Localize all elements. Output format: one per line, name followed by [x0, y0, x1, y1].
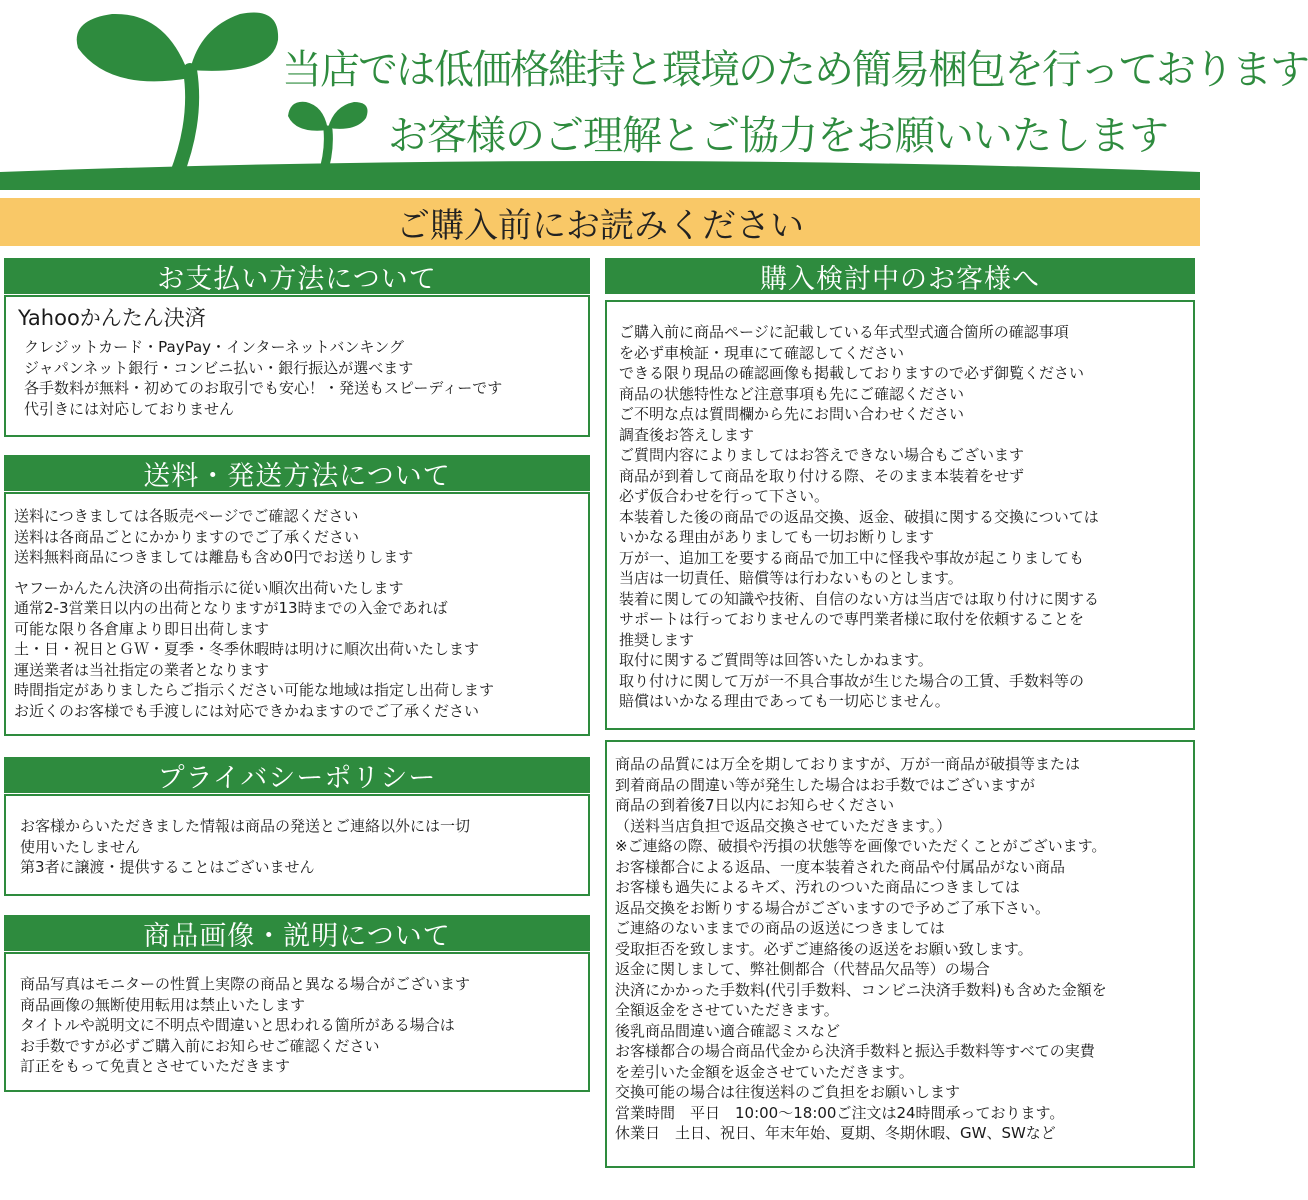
returns-line: お客様も過失によるキズ、汚れのついた商品につきましては	[615, 878, 1020, 896]
customers-line: いかなる理由がありましても一切お断りします	[619, 528, 935, 546]
customers-line: 万が一、追加工を要する商品で加工中に怪我や事故が起こりましても	[619, 548, 1085, 567]
images-box	[4, 952, 590, 1092]
images-lines	[20, 974, 574, 1077]
notice-bar: ご購入前にお読みください	[0, 198, 1200, 246]
privacy-section-title: プライバシーポリシー	[4, 757, 590, 793]
shipping-section-title: 送料・発送方法について	[4, 455, 590, 491]
payment-line: 代引きには対応しておりません	[24, 399, 235, 418]
returns-box	[605, 740, 1195, 1168]
returns-line: お客様都合による返品、一度本装着された商品や付属品がない商品	[615, 857, 1066, 876]
returns-line: お客様都合の場合商品代金から決済手数料と振込手数料等すべての実費	[615, 1042, 1095, 1060]
customers-line: 当店は一切責任、賠償等は行わないものとします。	[619, 569, 963, 587]
small-sprout-stem	[322, 130, 328, 176]
payment-line: 各手数料が無料・初めてのお取引でも安心！・発送もスピーディーです	[24, 379, 503, 397]
images-line: 訂正をもって免責とさせていただきます	[20, 1057, 291, 1075]
shipping-line: 送料無料商品につきましては離島も含め0円でお送りします	[14, 548, 414, 566]
privacy-box	[4, 794, 590, 896]
returns-line: 後乳商品間違い適合確認ミスなど	[615, 1021, 841, 1040]
returns-line: 交換可能の場合は往復送料のご負担をお願いします	[615, 1083, 961, 1101]
customers-line: を必ず車検証・現車にて確認してください	[619, 343, 905, 362]
returns-line: ※ご連絡の際、破損や汚損の状態等を画像でいただくことがございます。	[615, 837, 1107, 855]
customers-line: 推奨します	[619, 630, 695, 649]
images-line: お手数ですが必ずご購入前にお知らせご確認ください	[20, 1036, 380, 1055]
payment-section-title: お支払い方法について	[4, 258, 590, 294]
shipping-line: 可能な限り各倉庫より即日出荷します	[14, 619, 270, 638]
returns-line: 決済にかかった手数料(代引手数料、コンビニ決済手数料)も含めた金額を	[615, 980, 1107, 999]
top-banner	[0, 0, 1308, 190]
payment-line: ジャパンネット銀行・コンビニ払い・銀行振込が選べます	[24, 358, 414, 377]
customers-line: 調査後お答えします	[619, 425, 755, 444]
images-line: タイトルや説明文に不明点や間違いと思われる箇所がある場合は	[20, 1016, 455, 1034]
customers-line: できる限り現品の確認画像も掲載しておりますので必ず御覧ください	[619, 364, 1085, 382]
shipping-line: お近くのお客様でも手渡しには対応できかねますのでご了承ください	[14, 701, 480, 720]
customers-line: 商品が到着して商品を取り付ける際、そのまま本装着をせず	[619, 466, 1025, 485]
payment-line: クレジットカード・PayPay・インターネットバンキング	[24, 338, 404, 356]
customers-line: 取付に関するご質問等は回答いたしかねます。	[619, 651, 933, 669]
shipping-line: 通常2-3営業日以内の出荷となりますが13時までの入金であれば	[14, 599, 448, 617]
customers-line: 賠償はいかなる理由であっても一切応じません。	[619, 692, 950, 710]
images-line: 商品写真はモニターの性質上実際の商品と異なる場合がございます	[20, 975, 471, 993]
big-sprout-right-leaf	[190, 12, 278, 70]
returns-line: 休業日 土日、祝日、年末年始、夏期、冬期休暇、GW、SWなど	[615, 1124, 1056, 1142]
customers-line: 取り付けに関して万が一不具合事故が生じた場合の工賃、手数料等の	[619, 671, 1085, 690]
shipping-paragraph-1	[14, 506, 580, 568]
customers-line: ご質問内容によりましてはお答えできない場合もございます	[619, 446, 1025, 464]
shipping-line: 土・日・祝日とＧＷ・夏季・冬季休暇時は明けに順次出荷いたします	[14, 640, 480, 658]
sprout-illustration	[0, 0, 1200, 190]
small-sprout-left-leaf	[288, 102, 328, 131]
returns-line: 商品の到着後7日以内にお知らせください	[615, 796, 895, 814]
shipping-line: ヤフーかんたん決済の出荷指示に従い順次出荷いたします	[14, 578, 404, 597]
returns-line: （送料当店負担で返品交換させていただきます。）	[615, 816, 952, 835]
privacy-lines	[20, 816, 574, 878]
returns-line: 返品交換をお断りする場合がございますので予めご了承下さい。	[615, 898, 1051, 917]
returns-line: 到着商品の間違い等が発生した場合はお手数ではございますが	[615, 775, 1036, 794]
small-sprout-right-leaf	[328, 102, 368, 129]
privacy-line: 第3者に譲渡・提供することはございません	[20, 858, 315, 876]
customers-line: ご不明な点は質問欄から先にお問い合わせください	[619, 405, 965, 423]
returns-line: 商品の品質には万全を期しておりますが、万が一商品が破損等または	[615, 755, 1081, 773]
images-section-title: 商品画像・説明について	[4, 915, 590, 951]
payment-box	[4, 295, 590, 437]
payment-heading: Yahooかんたん決済	[18, 306, 206, 330]
customers-line: 必ず仮合わせを行って下さい。	[619, 487, 830, 505]
shipping-line: 時間指定がありましたらご指示ください可能な地域は指定し出荷します	[14, 681, 495, 699]
returns-line: 返金に関しまして、弊社側都合（代替品欠品等）の場合	[615, 960, 990, 978]
returns-line: 全額返金をさせていただきます。	[615, 1001, 839, 1019]
shipping-line: 運送業者は当社指定の業者となります	[14, 660, 270, 679]
privacy-line: お客様からいただきました情報は商品の発送とご連絡以外には一切	[20, 817, 471, 835]
returns-line: 営業時間 平日 10:00～18:00ご注文は24時間承っております。	[615, 1103, 1065, 1122]
big-sprout-left-leaf	[77, 14, 190, 81]
customers-line: ご購入前に商品ページに記載している年式型式適合箇所の確認事項	[619, 323, 1069, 341]
returns-line: 受取拒否を致します。必ずご連絡後の返送をお願い致します。	[615, 939, 1033, 958]
shipping-line: 送料につきましては各販売ページでご確認ください	[14, 507, 359, 525]
images-line: 商品画像の無断使用転用は禁止いたします	[20, 995, 306, 1014]
customers-box	[605, 300, 1195, 730]
customers-lines	[619, 322, 1181, 712]
returns-lines	[615, 754, 1185, 1144]
customers-line: 本装着した後の商品での返品交換、返金、破損に関する交換については	[619, 507, 1099, 526]
customers-line: 装着に関しての知識や技術、自信のない方は当店では取り付けに関する	[619, 589, 1100, 608]
banner-subheadline: お客様のご理解とご協力をお願いいたします	[388, 113, 1168, 159]
payment-lines	[18, 337, 576, 419]
returns-line: を差引いた金額を返金させていただきます。	[615, 1062, 914, 1081]
shipping-line: 送料は各商品ごとにかかりますのでご了承ください	[14, 527, 360, 546]
privacy-line: 使用いたしません	[20, 837, 141, 856]
returns-line: ご連絡のないままでの商品の返送につきましては	[615, 919, 945, 937]
shipping-box	[4, 492, 590, 736]
shipping-paragraph-2	[14, 578, 580, 722]
banner-headline: 当店では低価格維持と環境のため簡易梱包を行っております	[282, 47, 1308, 93]
customers-section-title: 購入検討中のお客様へ	[605, 258, 1195, 294]
customers-line: 商品の状態特性など注意事項も先にご確認ください	[619, 384, 965, 403]
big-sprout-stem	[176, 70, 192, 176]
customers-line: サポートは行っておりませんので専門業者様に取付を依頼することを	[619, 610, 1085, 628]
